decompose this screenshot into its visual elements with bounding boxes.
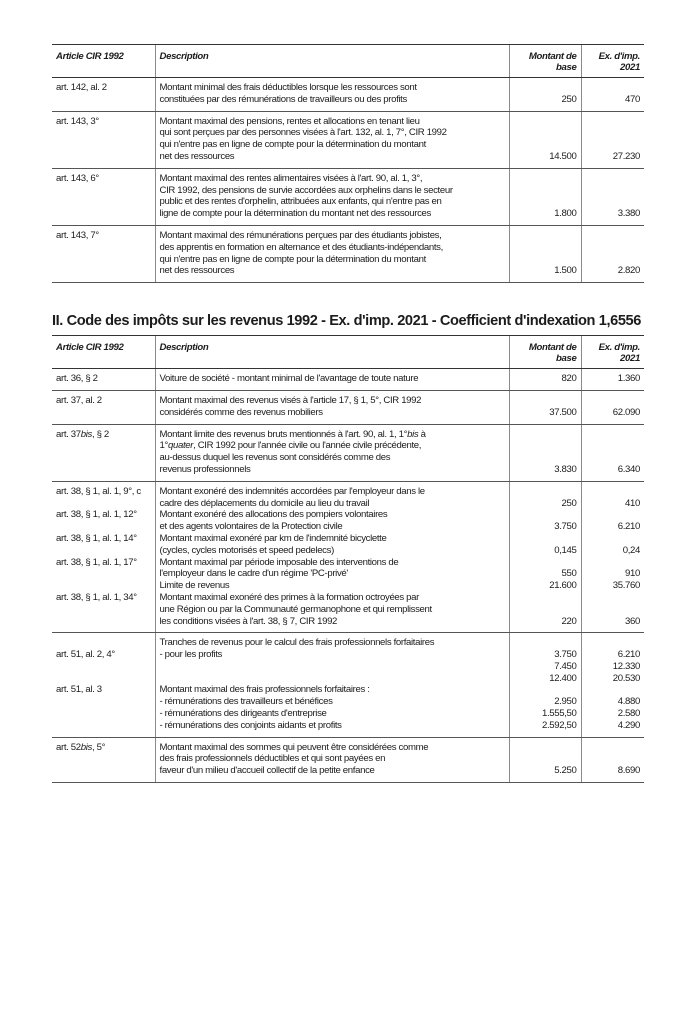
amount-line xyxy=(586,486,641,498)
header-base-amount: Montant de base xyxy=(509,45,581,78)
description-line: qui n'entre pas en ligne de compte pour la détermination du montant xyxy=(159,139,426,151)
base-amount-cell xyxy=(509,633,581,737)
description-line: Montant maximal exonéré des primes à la formation octroyées par xyxy=(159,591,419,603)
description-line: Montant maximal des rémunérations perçues par des étudiants jobistes, xyxy=(159,229,442,241)
base-amount-cell: 820 xyxy=(509,369,581,391)
amount-line: 12.330 xyxy=(612,660,640,672)
amount-line: 0,24 xyxy=(622,544,640,556)
description-line: Montant maximal des revenus visés à l'article 17, § 1, 5°, CIR 1992 xyxy=(159,394,422,406)
base-amount-cell: 3.830 xyxy=(509,424,581,481)
base-amount-cell: 5.250 xyxy=(509,737,581,782)
section-title: II. Code des impôts sur les revenus 1992 - Ex. d'imp. 2021 - Coefficient d'indexation 1,6556 xyxy=(52,313,641,330)
indexed-amount-cell: 1.360 xyxy=(581,369,644,391)
article-line: art. 38, § 1, al. 1, 9°, c xyxy=(56,485,141,497)
amount-line: 1.555,50 xyxy=(541,708,577,720)
header-tax-year: Ex. d'imp. 2021 xyxy=(581,45,644,78)
article-text: , § 2 xyxy=(91,428,109,440)
description-suffix: bis xyxy=(407,428,419,440)
description-line: des frais professionnels déductibles et qui sont payées en xyxy=(159,753,386,765)
amount-line: 4.880 xyxy=(617,696,640,708)
description-line: Montant exonéré des indemnités accordées par l'employeur dans le xyxy=(159,485,425,497)
article-cell: art. 37, al. 2 xyxy=(52,390,155,424)
description-line: une Région ou par la Communauté germanophone et qui remplissent xyxy=(159,603,432,615)
article-line: art. 51, al. 2, 4° xyxy=(56,649,115,661)
amount-line: 7.450 xyxy=(554,660,577,672)
description-cell xyxy=(155,424,509,481)
amount-line: 21.600 xyxy=(549,580,577,592)
base-amount-cell: 37.500 xyxy=(509,390,581,424)
description-line xyxy=(160,429,505,441)
amount-line: 3.750 xyxy=(554,649,577,661)
table-header-row xyxy=(52,336,644,369)
base-amount-cell xyxy=(509,481,581,633)
table-row xyxy=(52,78,644,112)
description-line: - pour les profits xyxy=(159,649,222,661)
article-text: , 5° xyxy=(91,741,106,753)
amount-line: 410 xyxy=(625,497,640,509)
description-line: net des ressources xyxy=(159,150,235,162)
description-line: qui sont perçues par des personnes visées à l'art. 132, al. 1, 7°, CIR 1992 xyxy=(159,127,447,139)
amount-line: 250 xyxy=(561,497,577,509)
indexed-amount-cell: 8.690 xyxy=(581,737,644,782)
description-text: à xyxy=(418,428,426,440)
amount-line xyxy=(586,557,641,569)
article-cell xyxy=(52,481,155,633)
article-line: art. 38, § 1, al. 1, 14° xyxy=(56,532,137,544)
description-line: des apprentis en formation en alternance et des étudiants-indépendants, xyxy=(159,241,443,253)
description-suffix: quater xyxy=(167,440,194,452)
table-row xyxy=(52,390,644,424)
description-cell xyxy=(155,633,509,737)
amount-line: 220 xyxy=(561,615,577,627)
amount-line xyxy=(514,592,577,604)
description-line: l'employeur dans le cadre d'un régime 'PC-privé' xyxy=(159,568,348,580)
description-line xyxy=(160,440,505,452)
header-tax-year: Ex. d'imp. 2021 xyxy=(581,336,644,369)
table-row xyxy=(52,481,644,633)
amount-line: 2.592,50 xyxy=(541,719,577,731)
amount-line xyxy=(514,604,577,616)
amount-line xyxy=(586,592,641,604)
amount-line xyxy=(586,533,641,545)
table-section-ii xyxy=(52,335,644,783)
table-row xyxy=(52,225,644,282)
description-line: Montant maximal des pensions, rentes et allocations en tenant lieu xyxy=(159,115,420,127)
amount-line: 360 xyxy=(625,615,640,627)
table-row xyxy=(52,111,644,168)
amount-line: 6.210 xyxy=(617,649,640,661)
description-cell: Voiture de société - montant minimal de l'avantage de toute nature xyxy=(155,369,509,391)
description-cell xyxy=(155,390,509,424)
amount-line: 6.210 xyxy=(617,521,640,533)
table-row xyxy=(52,737,644,782)
indexed-amount-cell: 2.820 xyxy=(581,225,644,282)
description-line: Montant maximal exonéré par km de l'indemnité bicyclette xyxy=(159,532,387,544)
indexed-amount-cell: 27.230 xyxy=(581,111,644,168)
amount-line xyxy=(586,509,641,521)
indexed-amount-cell: 470 xyxy=(581,78,644,112)
description-line: - rémunérations des conjoints aidants et profits xyxy=(159,719,342,731)
description-line: constituées par des rémunérations de travailleurs ou des profits xyxy=(159,93,407,105)
amount-line: 2.580 xyxy=(617,708,640,720)
table-continued xyxy=(52,44,644,283)
indexed-amount-cell xyxy=(581,481,644,633)
description-line: net des ressources xyxy=(159,265,235,277)
article-cell: art. 143, 7° xyxy=(52,225,155,282)
description-text: , CIR 1992 pour l'année civile ou l'année civile précédente, xyxy=(193,440,422,452)
description-cell xyxy=(155,78,509,112)
description-cell xyxy=(155,111,509,168)
article-line: art. 38, § 1, al. 1, 17° xyxy=(56,556,137,568)
description-line: Montant minimal des frais déductibles lorsque les ressources sont xyxy=(159,82,417,93)
indexed-amount-cell: 3.380 xyxy=(581,168,644,225)
description-line: - rémunérations des dirigeants d'entreprise xyxy=(159,708,327,720)
description-line: Montant maximal des rentes alimentaires visées à l'art. 90, al. 1, 3°, xyxy=(159,172,423,184)
description-line: cadre des déplacements du domicile au lieu du travail xyxy=(159,497,370,509)
header-description: Description xyxy=(155,45,509,78)
description-line: au-dessus duquel les revenus sont considérés comme des xyxy=(159,452,391,464)
description-cell xyxy=(155,737,509,782)
header-article: Article CIR 1992 xyxy=(52,336,155,369)
amount-line: 910 xyxy=(625,568,640,580)
article-cell xyxy=(52,633,155,737)
description-line: Limite de revenus xyxy=(159,580,230,592)
article-line: art. 51, al. 3 xyxy=(56,684,102,696)
description-line: et des agents volontaires de la Protection civile xyxy=(159,521,343,533)
amount-line: 20.530 xyxy=(612,672,640,684)
description-line: qui n'entre pas en ligne de compte pour la détermination du montant xyxy=(159,253,426,265)
description-line: - rémunérations des travailleurs et bénéfices xyxy=(159,696,333,708)
base-amount-cell: 1.500 xyxy=(509,225,581,282)
base-amount-cell: 14.500 xyxy=(509,111,581,168)
description-line: considérés comme des revenus mobiliers xyxy=(159,406,323,418)
amount-line: 2.950 xyxy=(554,696,577,708)
description-text: 1° xyxy=(159,440,168,452)
description-line: les conditions visées à l'art. 38, § 7, CIR 1992 xyxy=(159,615,338,627)
amount-line xyxy=(514,533,577,545)
description-line: Montant maximal des frais professionnels forfaitaires : xyxy=(159,684,370,696)
article-line: art. 38, § 1, al. 1, 34° xyxy=(56,591,137,603)
table-row xyxy=(52,168,644,225)
amount-line xyxy=(514,509,577,521)
amount-line: 12.400 xyxy=(549,672,577,684)
article-cell: art. 36, § 2 xyxy=(52,369,155,391)
description-cell xyxy=(155,225,509,282)
header-description: Description xyxy=(155,336,509,369)
article-text: art. 37 xyxy=(56,428,81,440)
description-line: (cycles, cycles motorisés et speed pedelecs) xyxy=(159,544,334,556)
article-cell xyxy=(52,424,155,481)
description-line: Montant maximal par période imposable des interventions de xyxy=(159,556,399,568)
description-cell xyxy=(155,168,509,225)
article-cell: art. 143, 6° xyxy=(52,168,155,225)
description-line: public et des rentes d'orphelin, attribuées aux enfants, qui n'entre pas en xyxy=(159,196,442,208)
amount-line: 3.750 xyxy=(554,521,577,533)
article-suffix: bis xyxy=(80,428,92,440)
table-row xyxy=(52,369,644,391)
article-line: art. 38, § 1, al. 1, 12° xyxy=(56,509,137,521)
description-cell xyxy=(155,481,509,633)
article-cell: art. 142, al. 2 xyxy=(52,78,155,112)
description-line: faveur d'un milieu d'accueil collectif de la petite enfance xyxy=(159,765,375,777)
header-article: Article CIR 1992 xyxy=(52,45,155,78)
amount-line: 35.760 xyxy=(612,580,640,592)
table-row xyxy=(52,633,644,737)
header-base-amount: Montant de base xyxy=(509,336,581,369)
amount-line: 0,145 xyxy=(554,544,577,556)
description-line: Montant maximal des sommes qui peuvent être considérées comme xyxy=(159,741,429,753)
amount-line xyxy=(514,486,577,498)
base-amount-cell: 250 xyxy=(509,78,581,112)
article-cell: art. 143, 3° xyxy=(52,111,155,168)
article-cell xyxy=(52,737,155,782)
indexed-amount-cell xyxy=(581,633,644,737)
amount-line xyxy=(514,557,577,569)
article-suffix: bis xyxy=(80,741,92,753)
description-line: revenus professionnels xyxy=(159,463,251,475)
table-header-row xyxy=(52,45,644,78)
description-text: Montant limite des revenus bruts mentionnés à l'art. 90, al. 1, 1° xyxy=(159,428,408,440)
description-line: Tranches de revenus pour le calcul des frais professionnels forfaitaires xyxy=(159,637,435,649)
table-row xyxy=(52,424,644,481)
amount-line xyxy=(586,604,641,616)
document-page xyxy=(52,44,644,783)
amount-line: 4.290 xyxy=(617,719,640,731)
amount-line: 550 xyxy=(561,568,577,580)
indexed-amount-cell: 62.090 xyxy=(581,390,644,424)
indexed-amount-cell: 6.340 xyxy=(581,424,644,481)
description-line: CIR 1992, des pensions de survie accordées aux orphelins dans le secteur xyxy=(159,184,453,196)
description-line: Montant exonéré des allocations des pompiers volontaires xyxy=(159,509,388,521)
base-amount-cell: 1.800 xyxy=(509,168,581,225)
description-line: ligne de compte pour la détermination du montant net des ressources xyxy=(159,208,431,220)
article-text: art. 52 xyxy=(56,741,81,753)
